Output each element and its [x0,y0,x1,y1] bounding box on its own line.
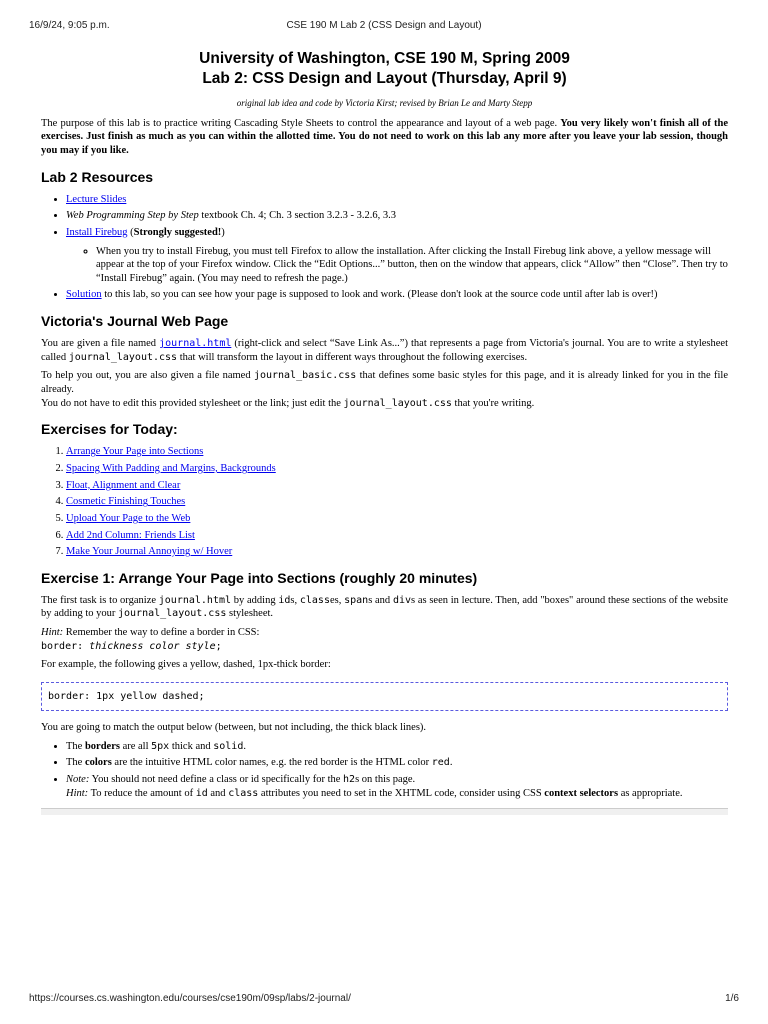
print-url: https://courses.cs.washington.edu/courses/cse190m/09sp/labs/2-journal/ [29,993,351,1004]
exercise-link-1[interactable]: Arrange Your Page into Sections [66,446,204,458]
exercise-link-2[interactable]: Spacing With Padding and Margins, Backgrounds [66,462,276,474]
text: are all [119,740,152,752]
journal-paragraph-2 [41,369,728,410]
text: You are given a file named [41,338,160,350]
bold-text: context selectors [544,787,619,799]
exercise-link-6[interactable]: Add 2nd Column: Friends List [66,529,195,541]
note-label: Note: [66,773,90,785]
print-page-number: 1/6 [725,993,739,1004]
code-text: solid [213,740,244,752]
list-item [66,495,728,509]
bold-text: borders [84,740,120,752]
code-text: div [392,594,411,606]
requirements-list [41,740,728,801]
firebug-instructions: ◦ When you try to install Firebug, you must tell Firefox to allow the installation. After clicking the Install Firebug link above, a yellow message will appear at the top of your Firefox window. Click the “Edit Options...” button, then on the window that appears, click “Allow” then “Close”. Then try to “Install Firebug” again. (You may need to refresh the page.) [96,245,728,286]
hint-label: Hint: [41,627,64,639]
list-item [66,740,728,754]
firebug-suggested: Strongly suggested! [133,226,222,238]
print-footer [29,992,739,1006]
code-text: ; [215,640,222,652]
exercise-1-paragraph [41,594,728,621]
code-text: h2 [343,773,356,785]
code-text: 5px [151,740,170,752]
list-item [66,545,728,559]
firebug-sublist [66,245,728,286]
code-text: span [344,594,369,606]
text: To reduce the amount of [88,787,196,799]
lecture-slides-link[interactable]: Lecture Slides [66,193,127,205]
text: s as seen in lecture. Then, add "boxes" around these sections of the website by adding to your [41,594,729,620]
print-timestamp: 16/9/24, 9:05 p.m. [29,20,110,31]
list-item [66,756,728,770]
exercise-link-4[interactable]: Cosmetic Finishing Touches [66,496,186,508]
code-text: class [299,594,330,606]
list-item [66,512,728,526]
code-text: journal.html [158,594,232,606]
exercises-list [41,445,728,558]
exercise-1-heading: Exercise 1: Arrange Your Page into Sections (roughly 20 minutes) [41,569,478,586]
code-text: border: [41,640,90,652]
text: . [243,740,246,752]
text: . [449,757,453,769]
text: and [207,787,229,799]
page-title [41,49,728,89]
code-text: journal_basic.css [253,370,357,382]
text: s, [290,594,300,606]
title-line-2: Lab 2: CSS Design and Layout (Thursday, April 9) [202,70,567,87]
example-text: For example, the following gives a yellow, dashed, 1px-thick border: [41,659,331,671]
output-frame-top [41,808,728,815]
text: s on this page. [355,773,416,785]
list-item [66,462,728,476]
example-code-block: border: 1px yellow dashed; [41,682,728,711]
text: by adding [231,594,279,606]
list-item [66,226,728,286]
code-text: red [431,757,450,769]
exercise-link-5[interactable]: Upload Your Page to the Web [66,512,191,524]
exercise-link-3[interactable]: Float, Alignment and Clear [66,479,181,491]
text: that defines some basic styles for this page, and it is already linked for you in the file already. [41,370,729,396]
text: that will transform the layout in different ways throughout the following exercises. [177,351,528,363]
code-text: journal_layout.css [343,397,452,409]
print-header [29,19,739,33]
journal-html-link[interactable]: journal.html [159,338,232,350]
credit-line: original lab idea and code by Victoria Kirst; revised by Brian Le and Marty Stepp [236,98,533,108]
text: You should not need define a class or id specifically for the [89,773,344,785]
text: s and [368,594,393,606]
border-hint [41,626,728,653]
list-item [66,773,728,800]
title-line-1: University of Washington, CSE 190 M, Spring 2009 [199,50,570,67]
intro-bold: You very likely won't finish all of the exercises. Just finish as much as you can within the allotted time. You do not need to work on this lab any more after you leave your lab session, though you may if you like. [41,117,728,156]
text: as appropriate. [618,787,683,799]
solution-link[interactable]: Solution [66,289,102,301]
text: that you're writing. [451,397,535,409]
code-text: thickness color style [89,640,216,652]
firebug-note-open: ( [127,226,134,238]
resources-list [41,193,728,302]
text: (right-click and select “Save Link As...”) that represents a page from Victoria's journal. You are to write a stylesheet called [41,338,728,363]
bold-text: colors [84,757,112,769]
list-item [66,445,728,459]
textbook-title: Web Programming Step by Step [66,210,199,222]
text: You do not have to edit this provided stylesheet or the link; just edit the [41,397,344,409]
text: The [66,757,85,769]
journal-paragraph-1 [41,337,728,364]
code-text: id [278,594,291,606]
list-item [66,209,728,223]
list-item [66,193,728,207]
text: The [66,740,85,752]
list-item [66,479,728,493]
list-item [66,529,728,543]
text: are the intuitive HTML color names, e.g. the red border is the HTML color [111,757,432,769]
print-page-title: CSE 190 M Lab 2 (CSS Design and Layout) [286,20,482,31]
exercises-heading: Exercises for Today: [41,421,178,438]
code-text: id [195,787,208,799]
code-text: class [228,787,259,799]
text: stylesheet. [226,608,274,620]
document-body [41,49,728,815]
text: attributes you need to set in the XHTML code, consider using CSS [258,787,545,799]
text: The first task is to organize [41,594,159,606]
install-firebug-link[interactable]: Install Firebug [66,226,128,238]
code-text: journal_layout.css [118,608,227,620]
exercise-link-7[interactable]: Make Your Journal Annoying w/ Hover [66,546,233,558]
resources-heading: Lab 2 Resources [41,168,154,185]
textbook-info: textbook Ch. 4; Ch. 3 section 3.2.3 - 3.2.6, 3.3 [198,210,396,222]
code-text: journal_layout.css [68,351,178,363]
text: Remember the way to define a border in CSS: [63,627,260,639]
firebug-note-close: ) [221,226,225,238]
hint-label: Hint: [66,787,89,799]
match-output-text: You are going to match the output below (between, but not including, the thick black lines). [41,721,427,733]
text: es, [329,594,345,606]
intro-text: The purpose of this lab is to practice writing Cascading Style Sheets to control the appearance and layout of a web page. [41,117,561,129]
journal-heading: Victoria's Journal Web Page [41,313,229,330]
list-item [66,288,728,302]
text: thick and [169,740,214,752]
solution-text: to this lab, so you can see how your page is supposed to look and work. (Please don't look at the source code until after lab is over!) [101,289,658,301]
text: To help you out, you are also given a file named [41,370,254,382]
intro-paragraph [41,117,728,158]
